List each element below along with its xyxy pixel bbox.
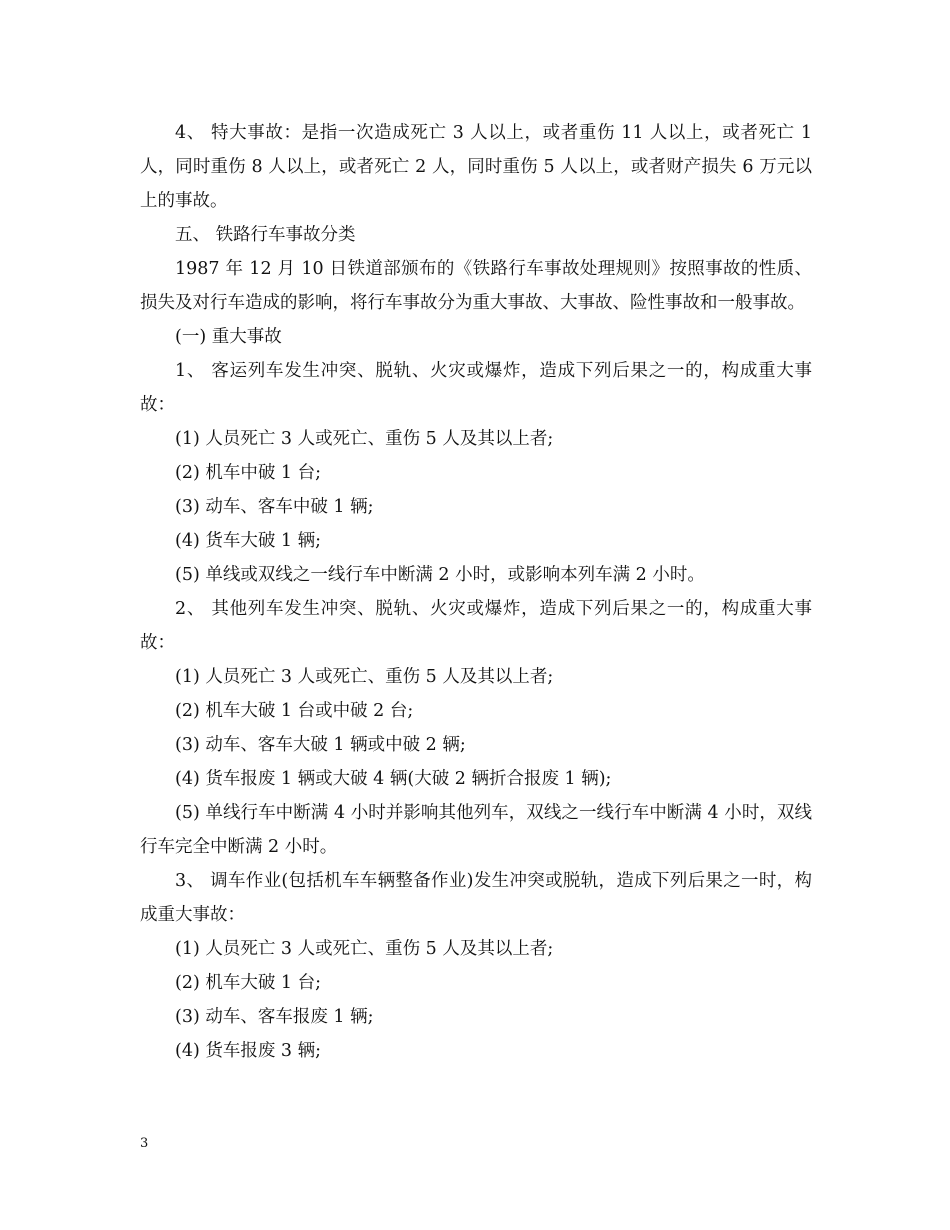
- document-body: [140, 116, 812, 1068]
- list-item: (4) 货车报废 3 辆;: [175, 1041, 322, 1061]
- paragraph: 4、 特大事故：是指一次造成死亡 3 人以上，或者重伤 11 人以上，或者死亡 1 人，同时重伤 8 人以上，或者死亡 2 人，同时重伤 5 人以上，或者财产损失 6 万元以上的事故。: [140, 123, 812, 211]
- paragraph: 1987 年 12 月 10 日铁道部颁布的《铁路行车事故处理规则》按照事故的性质、损失及对行车造成的影响，将行车事故分为重大事故、大事故、险性事故和一般事故。: [140, 259, 812, 313]
- list-item: (2) 机车中破 1 台;: [175, 463, 322, 483]
- list-item: (2) 机车大破 1 台;: [175, 973, 322, 993]
- list-item: (5) 单线或双线之一线行车中断满 2 小时，或影响本列车满 2 小时。: [175, 565, 705, 585]
- list-item: (3) 动车、客车中破 1 辆;: [175, 497, 374, 517]
- list-item: (3) 动车、客车报废 1 辆;: [175, 1007, 374, 1027]
- paragraph: 3、 调车作业(包括机车车辆整备作业)发生冲突或脱轨，造成下列后果之一时，构成重大事故：: [140, 871, 812, 925]
- list-item: (4) 货车报废 1 辆或大破 4 辆(大破 2 辆折合报废 1 辆);: [175, 769, 612, 789]
- list-item: (5) 单线行车中断满 4 小时并影响其他列车，双线之一线行车中断满 4 小时，双线行车完全中断满 2 小时。: [140, 803, 812, 857]
- paragraph: 2、 其他列车发生冲突、脱轨、火灾或爆炸，造成下列后果之一的，构成重大事故：: [140, 599, 812, 653]
- list-item: (1) 人员死亡 3 人或死亡、重伤 5 人及其以上者;: [175, 429, 554, 449]
- list-item: (1) 人员死亡 3 人或死亡、重伤 5 人及其以上者;: [175, 667, 554, 687]
- subsection-heading: (一) 重大事故: [175, 327, 282, 347]
- page-number: 3: [140, 1136, 149, 1151]
- list-item: (3) 动车、客车大破 1 辆或中破 2 辆;: [175, 735, 466, 755]
- section-heading: 五、 铁路行车事故分类: [175, 225, 356, 245]
- paragraph: 1、 客运列车发生冲突、脱轨、火灾或爆炸，造成下列后果之一的，构成重大事故：: [140, 361, 812, 415]
- list-item: (1) 人员死亡 3 人或死亡、重伤 5 人及其以上者;: [175, 939, 554, 959]
- list-item: (4) 货车大破 1 辆;: [175, 531, 322, 551]
- list-item: (2) 机车大破 1 台或中破 2 台;: [175, 701, 414, 721]
